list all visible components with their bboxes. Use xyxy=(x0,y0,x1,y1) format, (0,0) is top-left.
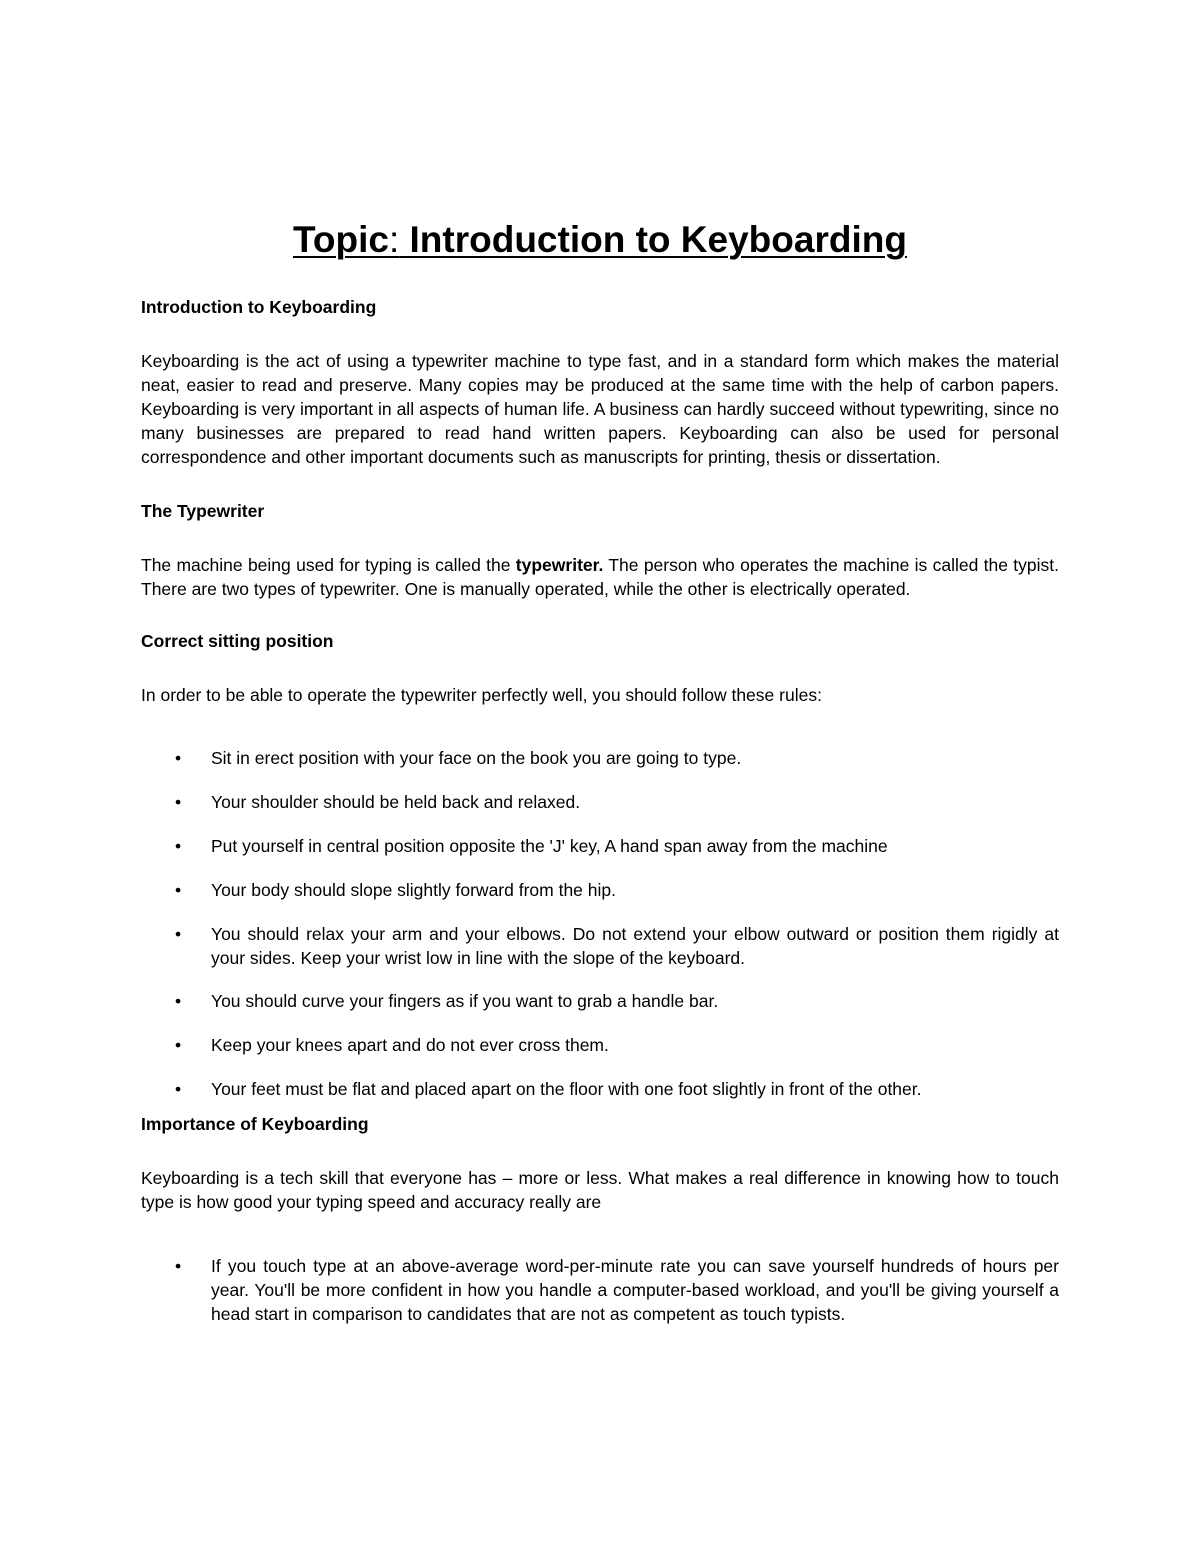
list-item: • Keep your knees apart and do not ever cross them. xyxy=(175,1035,609,1055)
typewriter-paragraph xyxy=(141,553,1059,601)
bullet-icon: • xyxy=(175,836,182,856)
importance-heading: Importance of Keyboarding xyxy=(141,1114,369,1134)
typewriter-heading: The Typewriter xyxy=(141,501,265,521)
document-page xyxy=(141,215,1059,1326)
title-prefix: Topic xyxy=(293,219,389,260)
typewriter-bold-term: typewriter. xyxy=(515,555,604,575)
intro-paragraph: Keyboarding is the act of using a typewriter machine to type fast, and in a standard form which makes the material neat, easier to read and preserve. Many copies may be produced at the same time with the help of carbon papers. Keyboarding is very important in all aspects of human life. A business can hardly succeed without typewriting, since no many businesses are prepared to read hand written papers. Keyboarding can also be used for personal correspondence and other important documents such as manuscripts for printing, thesis or dissertation. xyxy=(141,351,1059,467)
bullet-icon: • xyxy=(175,991,182,1011)
title-colon: : xyxy=(388,219,400,260)
list-item: • Your body should slope slightly forward from the hip. xyxy=(175,880,616,900)
bullet-icon: • xyxy=(175,792,182,812)
sitting-heading: Correct sitting position xyxy=(141,631,334,651)
list-item: • You should relax your arm and your elbows. Do not extend your elbow outward or position them rigidly at your sides. Keep your wrist low in line with the slope of the keyboard. xyxy=(175,924,1059,968)
list-item: • If you touch type at an above-average word-per-minute rate you can save yourself hundreds of hours per year. You'll be more confident in how you handle a computer-based workload, and you'll be giving yourself a head start in comparison to candidates that are not as competent as touch typists. xyxy=(175,1256,1059,1324)
importance-points-list xyxy=(141,1254,1059,1326)
title-main: Introduction to Keyboarding xyxy=(409,219,907,260)
bullet-icon: • xyxy=(175,1079,182,1099)
bullet-icon: • xyxy=(175,748,182,768)
intro-heading: Introduction to Keyboarding xyxy=(141,297,377,317)
list-item: • Your feet must be flat and placed apart on the floor with one foot slightly in front of the other. xyxy=(175,1079,922,1099)
list-item: • Your shoulder should be held back and relaxed. xyxy=(175,792,581,812)
bullet-icon: • xyxy=(175,1035,182,1055)
sitting-intro: In order to be able to operate the typewriter perfectly well, you should follow these rules: xyxy=(141,685,822,705)
typewriter-text-after: The person who operates the machine is called the typist. There are two types of typewriter. One is manually operated, while the other is electrically operated. xyxy=(141,555,1060,599)
list-item: • Put yourself in central position opposite the 'J' key, A hand span away from the machine xyxy=(175,836,888,856)
sitting-rules-list xyxy=(141,746,1059,1101)
bullet-icon: • xyxy=(175,924,182,944)
typewriter-text-before: The machine being used for typing is called the xyxy=(141,555,516,575)
importance-paragraph: Keyboarding is a tech skill that everyone has – more or less. What makes a real difference in knowing how to touch type is how good your typing speed and accuracy really are xyxy=(141,1168,1059,1212)
list-item: • You should curve your fingers as if you want to grab a handle bar. xyxy=(175,991,719,1011)
list-item: • Sit in erect position with your face on the book you are going to type. xyxy=(175,748,742,768)
bullet-icon: • xyxy=(175,880,182,900)
document-title xyxy=(141,215,1059,265)
bullet-icon: • xyxy=(175,1256,182,1276)
